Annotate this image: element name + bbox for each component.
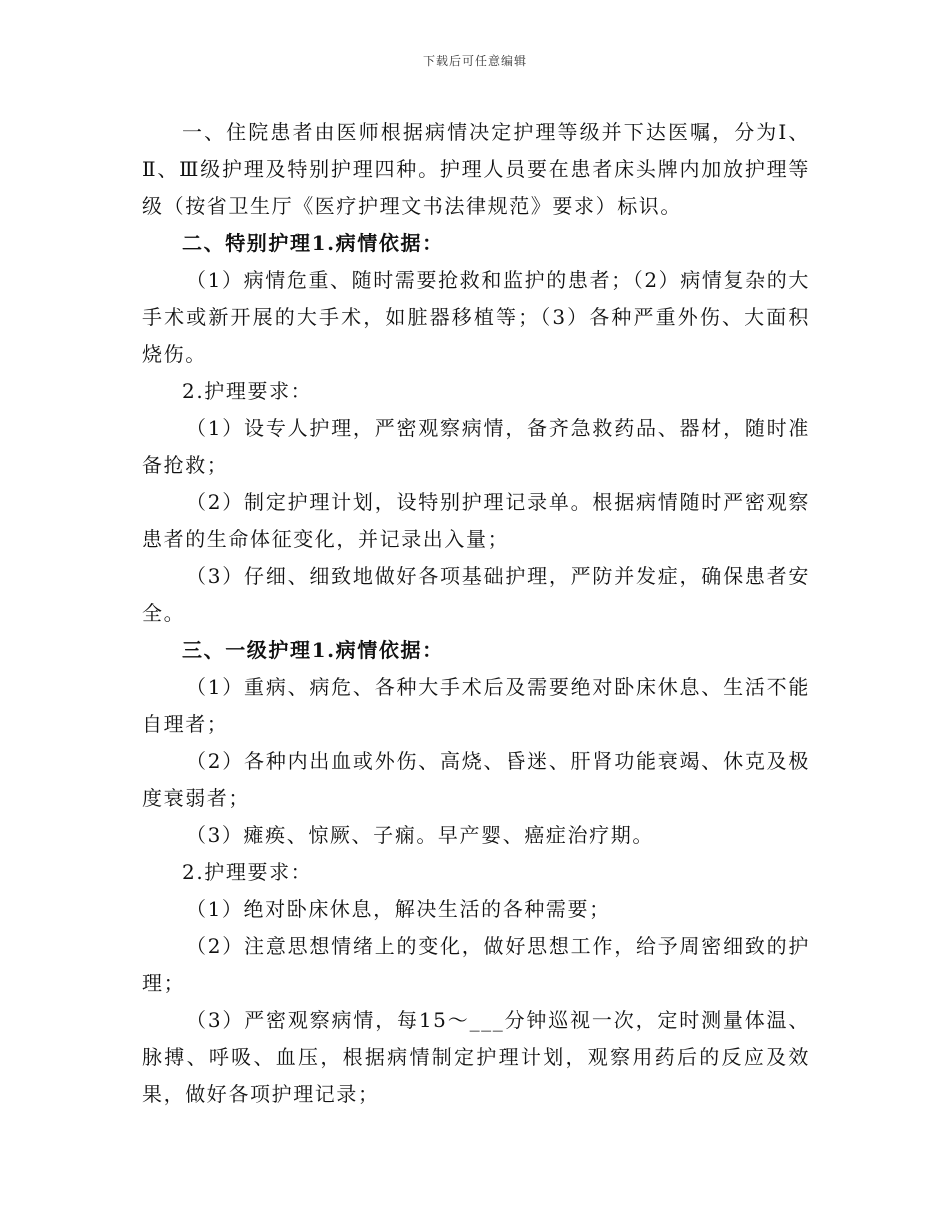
paragraph-special-care-req-2: （2）制定护理计划，设特别护理记录单。根据病情随时严密观察患者的生命体征变化，并记录出入量； [142, 490, 810, 551]
paragraph-level-one-criteria-2: （2）各种内出血或外伤、高烧、昏迷、肝肾功能衰竭、休克及极度衰弱者； [142, 749, 810, 810]
page-header: 下载后可任意编辑 [422, 54, 527, 68]
paragraph-special-care-req-3: （3）仔细、细致地做好各项基础护理，严防并发症，确保患者安全。 [142, 564, 810, 625]
paragraph-special-care-req-1: （1）设专人护理，严密观察病情，备齐急救药品、器材，随时准备抢救； [142, 416, 810, 477]
section-level-one-heading: 三、一级护理1.病情依据： [182, 638, 444, 662]
paragraph-level-one-criteria-3: （3）瘫痪、惊厥、子痫。早产婴、癌症治疗期。 [186, 823, 654, 847]
paragraph-level-one-req-1: （1）绝对卧床休息，解决生活的各种需要； [186, 897, 611, 921]
subheading-level-one-requirements: 2.护理要求： [182, 860, 313, 884]
paragraph-level-one-req-2: （2）注意思想情绪上的变化，做好思想工作，给予周密细致的护理； [142, 934, 810, 995]
paragraph-level-one-req-3: （3）严密观察病情，每15～___分钟巡视一次，定时测量体温、脉搏、呼吸、血压，根据病情制定护理计划，观察用药后的反应及效果，做好各项护理记录； [142, 1008, 810, 1106]
document-body [142, 114, 810, 1113]
subheading-special-care-requirements: 2.护理要求： [182, 379, 313, 403]
paragraph-level-one-criteria-1: （1）重病、病危、各种大手术后及需要绝对卧床休息、生活不能自理者； [142, 675, 810, 736]
paragraph-intro: 一、住院患者由医师根据病情决定护理等级并下达医嘱，分为Ⅰ、Ⅱ、Ⅲ级护理及特别护理四种。护理人员要在患者床头牌内加放护理等级（按省卫生厅《医疗护理文书法律规范》要求）标识。 [142, 120, 810, 218]
paragraph-special-care-criteria: （1）病情危重、随时需要抢救和监护的患者；（2）病情复杂的大手术或新开展的大手术，如脏器移植等；（3）各种严重外伤、大面积烧伤。 [142, 268, 810, 366]
section-special-care-heading: 二、特别护理1.病情依据： [182, 231, 444, 255]
